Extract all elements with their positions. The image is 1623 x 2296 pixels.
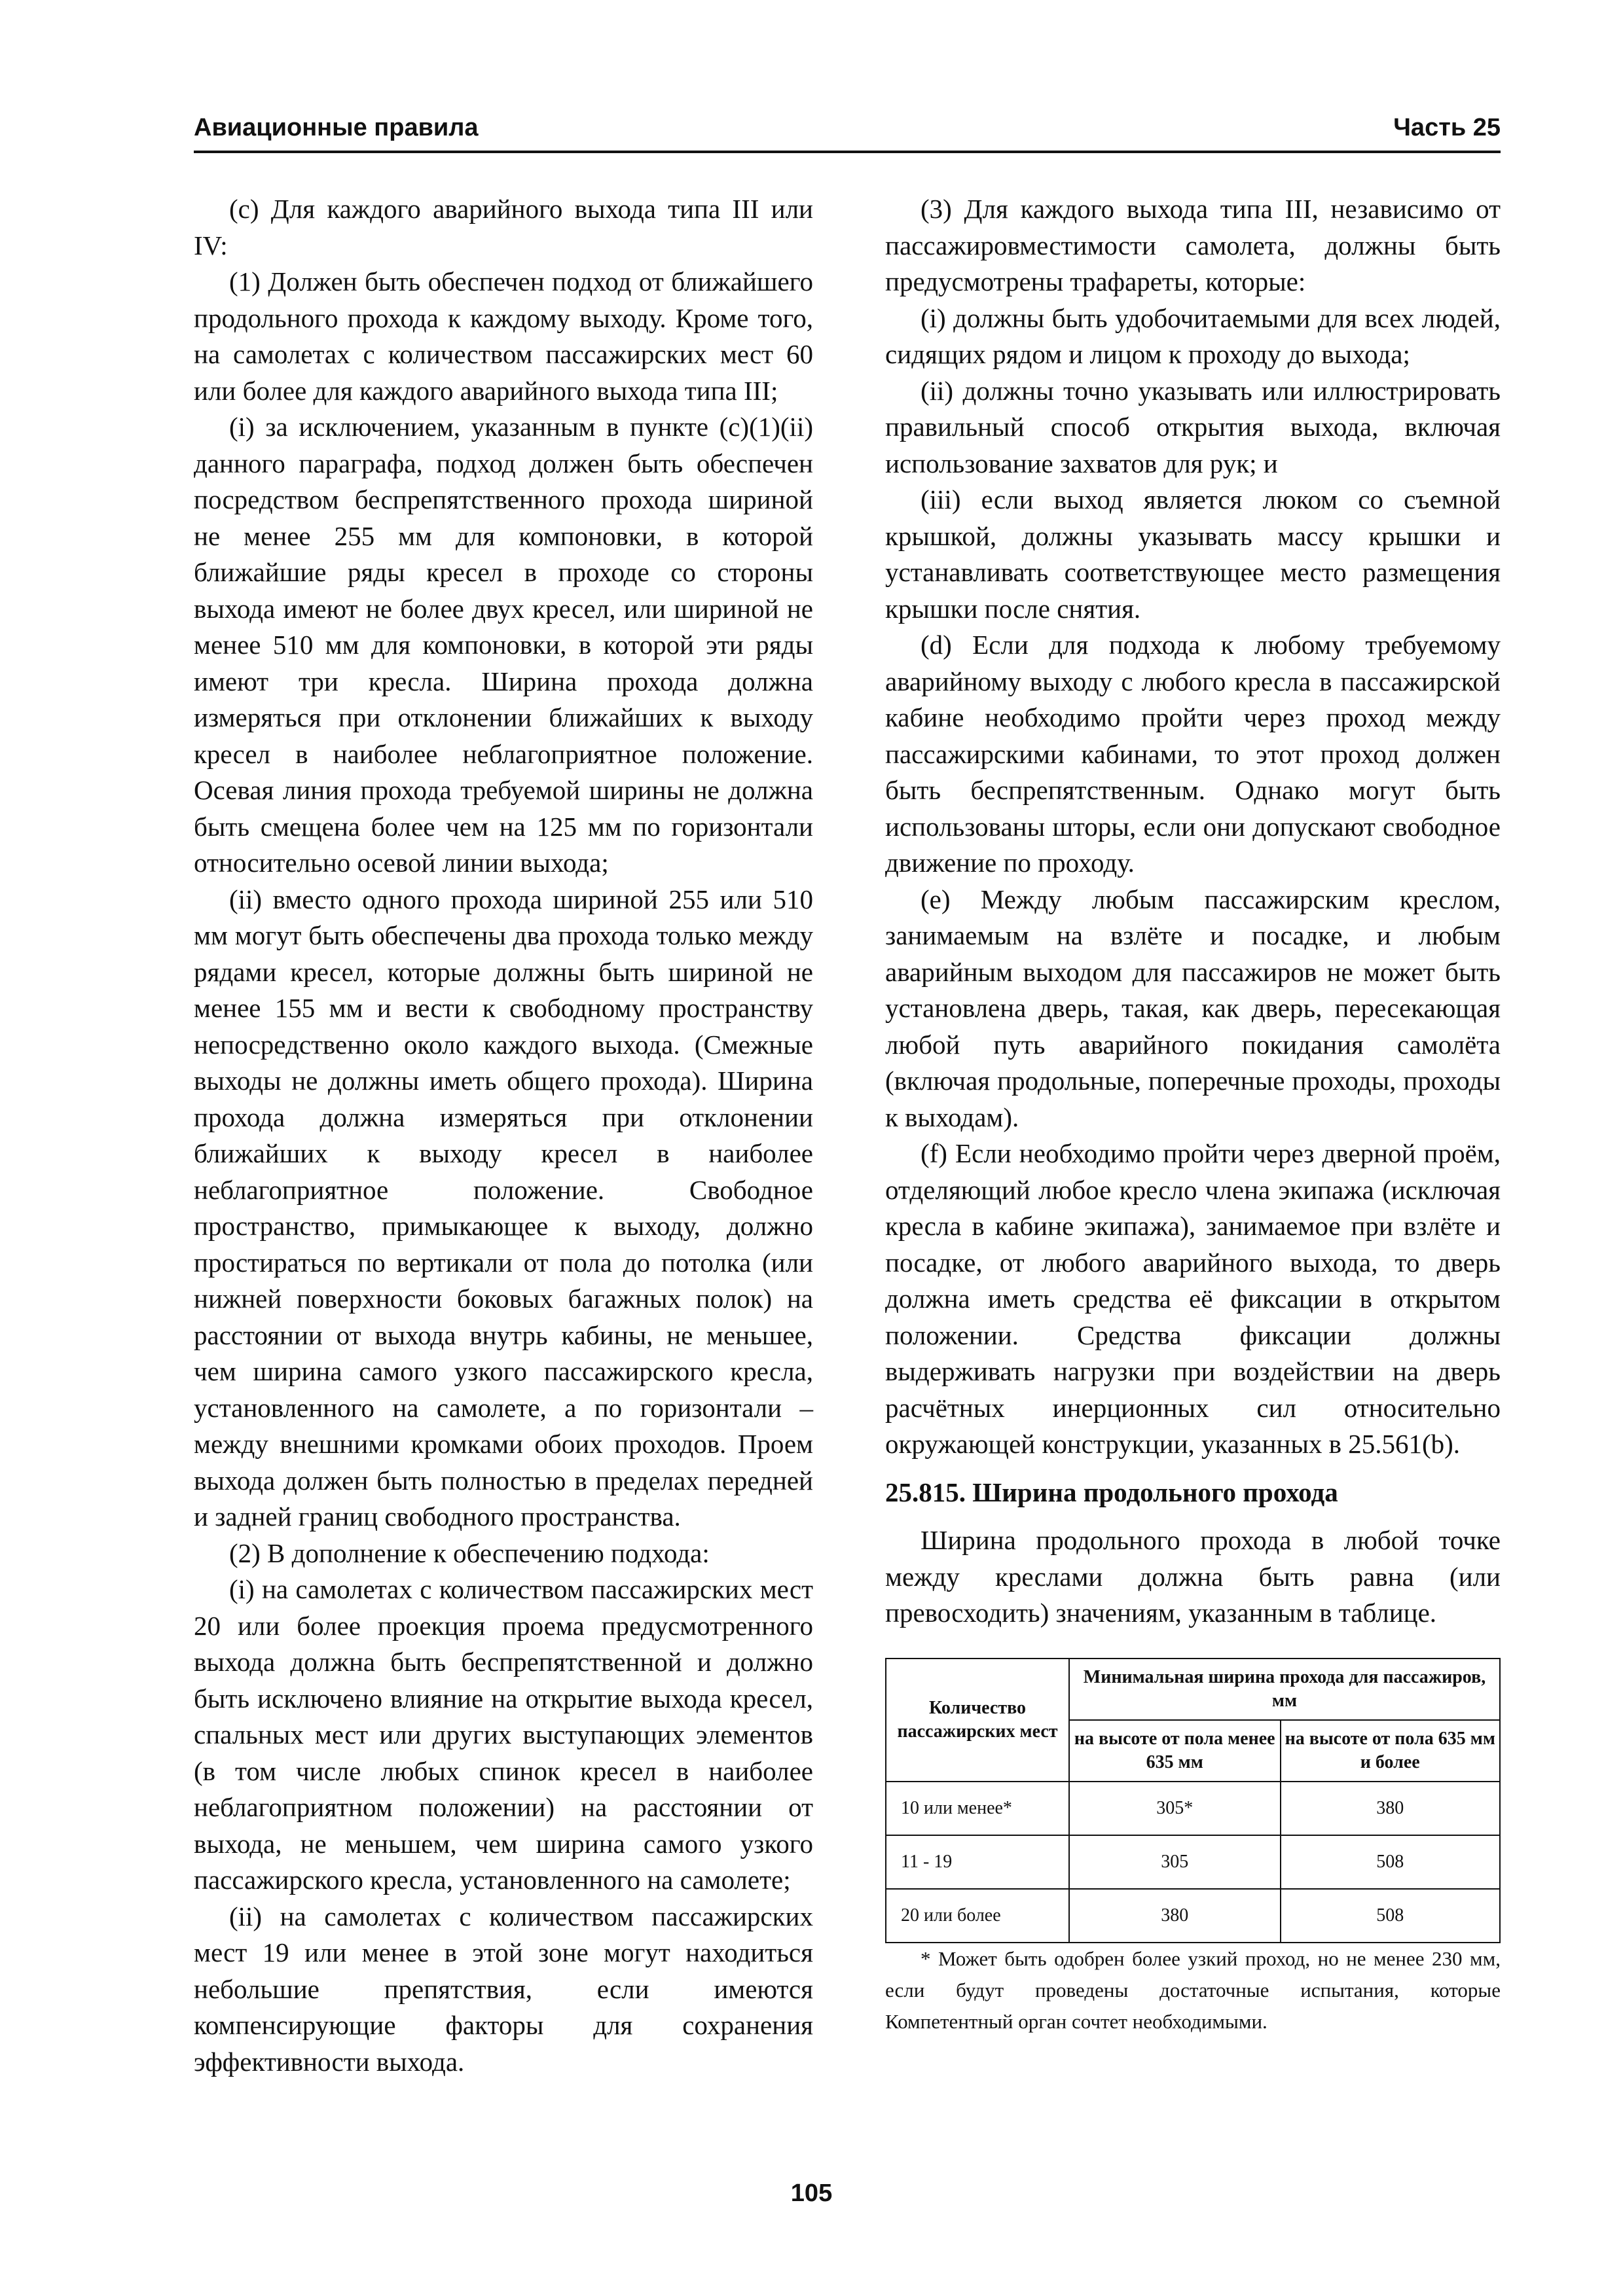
header-low: на высоте от пола менее 635 мм: [1069, 1720, 1281, 1782]
table-row: [886, 1835, 1500, 1889]
left-column: [194, 191, 813, 2080]
paragraph-c-3-i: (i) должны быть удобочитаемыми для всех людей, сидящих рядом и лицом к проходу до выхода;: [885, 302, 1501, 369]
right-column: [885, 191, 1501, 2037]
header-min-width: Минимальная ширина прохода для пассажиров, мм: [1069, 1659, 1500, 1720]
paragraph-c-1-i: (i) за исключением, указанным в пункте (c)(1)(ii) данного параграфа, подход должен быть обеспечен посредством беспрепятственного прохода шириной не менее 255 мм для компоновки, в которой ближайшие ряды кресел в проходе со стороны выхода имеют не более двух кресел, или шириной не менее 510 мм для компоновки, в которой эти ряды имеют три кресла. Ширина прохода должна измеряться при отклонении ближайших к выходу кресел в наиболее неблагоприятное положение. Осевая линия прохода требуемой ширины не должна быть смещена более чем на 125 мм по горизонтали относительно осевой линии выхода;: [194, 412, 813, 878]
cell-low: 305*: [1069, 1782, 1281, 1835]
header-high: на высоте от пола 635 мм и более: [1281, 1720, 1501, 1782]
cell-seats: 20 или более: [886, 1889, 1069, 1943]
paragraph-d: (d) Если для подхода к любому требуемому аварийному выходу с любого кресла в пассажирской кабине необходимо пройти через проход между пассажирскими кабинами, то этот проход должен быть беспрепятственным. Однако могут быть использованы шторы, если они допускают свободное движение по проходу.: [885, 630, 1501, 878]
page-number: 105: [790, 2179, 833, 2207]
table-footnote: * Может быть одобрен более узкий проход, но не менее 230 мм, если будут проведены достаточные испытания, которые Компетентный орган сочтет необходимыми.: [885, 1946, 1501, 2033]
paragraph-c-2-ii: (ii) на самолетах с количеством пассажирских мест 19 или менее в этой зоне могут находиться небольшие препятствия, если имеются компенсирующие факторы для сохранения эффективности выхода.: [194, 1901, 813, 2077]
section-heading: 25.815. Ширина продольного прохода: [885, 1477, 1338, 1507]
paragraph-c-3-iii: (iii) если выход является люком со съемной крышкой, должны указывать массу крышки и устанавливать соответствующее место размещения крышки после снятия.: [885, 484, 1501, 624]
table-row: [886, 1889, 1500, 1943]
cell-high: 380: [1281, 1782, 1501, 1835]
section-text: Ширина продольного прохода в любой точке между креслами должна быть равна (или превосходить) значениям, указанным в таблице.: [885, 1525, 1501, 1628]
cell-high: 508: [1281, 1835, 1501, 1889]
paragraph-c-3-ii: (ii) должны точно указывать или иллюстрировать правильный способ открытия выхода, включая использование захватов для рук; и: [885, 375, 1501, 478]
header-seats: Количество пассажирских мест: [886, 1659, 1069, 1782]
cell-low: 305: [1069, 1835, 1281, 1889]
paragraph-c-2-i: (i) на самолетах с количеством пассажирских мест 20 или более проекция проема предусмотренного выхода должна быть беспрепятственной и должно быть исключено влияние на открытие выхода кресел, спальных мест или других выступающих элементов (в том числе любых спинок кресел в наиболее неблагоприятном положении) на расстоянии от выхода, не меньшем, чем ширина самого узкого пассажирского кресла, установленного на самолете;: [194, 1574, 813, 1895]
aisle-width-table: [885, 1658, 1501, 1943]
paragraph-c: (c) Для каждого аварийного выхода типа III или IV:: [194, 194, 813, 260]
document-part: Часть 25: [1393, 114, 1501, 141]
cell-low: 380: [1069, 1889, 1281, 1943]
cell-seats: 10 или менее*: [886, 1782, 1069, 1835]
table-row: [886, 1782, 1500, 1835]
paragraph-e: (e) Между любым пассажирским креслом, занимаемым на взлёте и посадке, и любым аварийным выходом для пассажиров не может быть установлена дверь, такая, как дверь, пересекающая любой путь аварийного покидания самолёта (включая продольные, поперечные проходы, проходы к выходам).: [885, 884, 1501, 1132]
table-header-row: [886, 1659, 1500, 1720]
document-title: Авиационные правила: [194, 114, 479, 141]
running-header: [194, 113, 1501, 153]
cell-high: 508: [1281, 1889, 1501, 1943]
paragraph-c-1-ii: (ii) вместо одного прохода шириной 255 или 510 мм могут быть обеспечены два прохода только между рядами кресел, которые должны быть шириной не менее 155 мм и вести к свободному пространству непосредственно около каждого выхода. (Смежные выходы не должны иметь общего прохода). Ширина прохода должна измеряться при отклонении ближайших к выходу кресел в наиболее неблагоприятное положение. Свободное пространство, примыкающее к выходу, должно простираться по вертикали от пола до потолка (или нижней поверхности боковых багажных полок) на расстоянии от выхода внутрь кабины, не меньшее, чем ширина самого узкого пассажирского кресла, установленного на самолете, а по горизонтали – между внешними кромками обоих проходов. Проем выхода должен быть полностью в пределах передней и задней границ свободного пространства.: [194, 884, 813, 1532]
paragraph-c-3: (3) Для каждого выхода типа III, независимо от пассажировместимости самолета, должны быть предусмотрены трафареты, которые:: [885, 194, 1501, 296]
paragraph-c-2: (2) В дополнение к обеспечению подхода:: [229, 1537, 710, 1568]
paragraph-f: (f) Если необходимо пройти через дверной проём, отделяющий любое кресло члена экипажа (исключая кресла в кабине экипажа), занимаемое при взлёте и посадке, от любого аварийного выхода, то дверь должна иметь средства её фиксации в открытом положении. Средства фиксации должны выдерживать нагрузки при воздействии на дверь расчётных инерционных сил относительно окружающей конструкции, указанных в 25.561(b).: [885, 1138, 1501, 1459]
cell-seats: 11 - 19: [886, 1835, 1069, 1889]
paragraph-c-1: (1) Должен быть обеспечен подход от ближайшего продольного прохода к каждому выходу. Кроме того, на самолетах с количеством пассажирских мест 60 или более для каждого аварийного выхода типа III;: [194, 266, 813, 406]
